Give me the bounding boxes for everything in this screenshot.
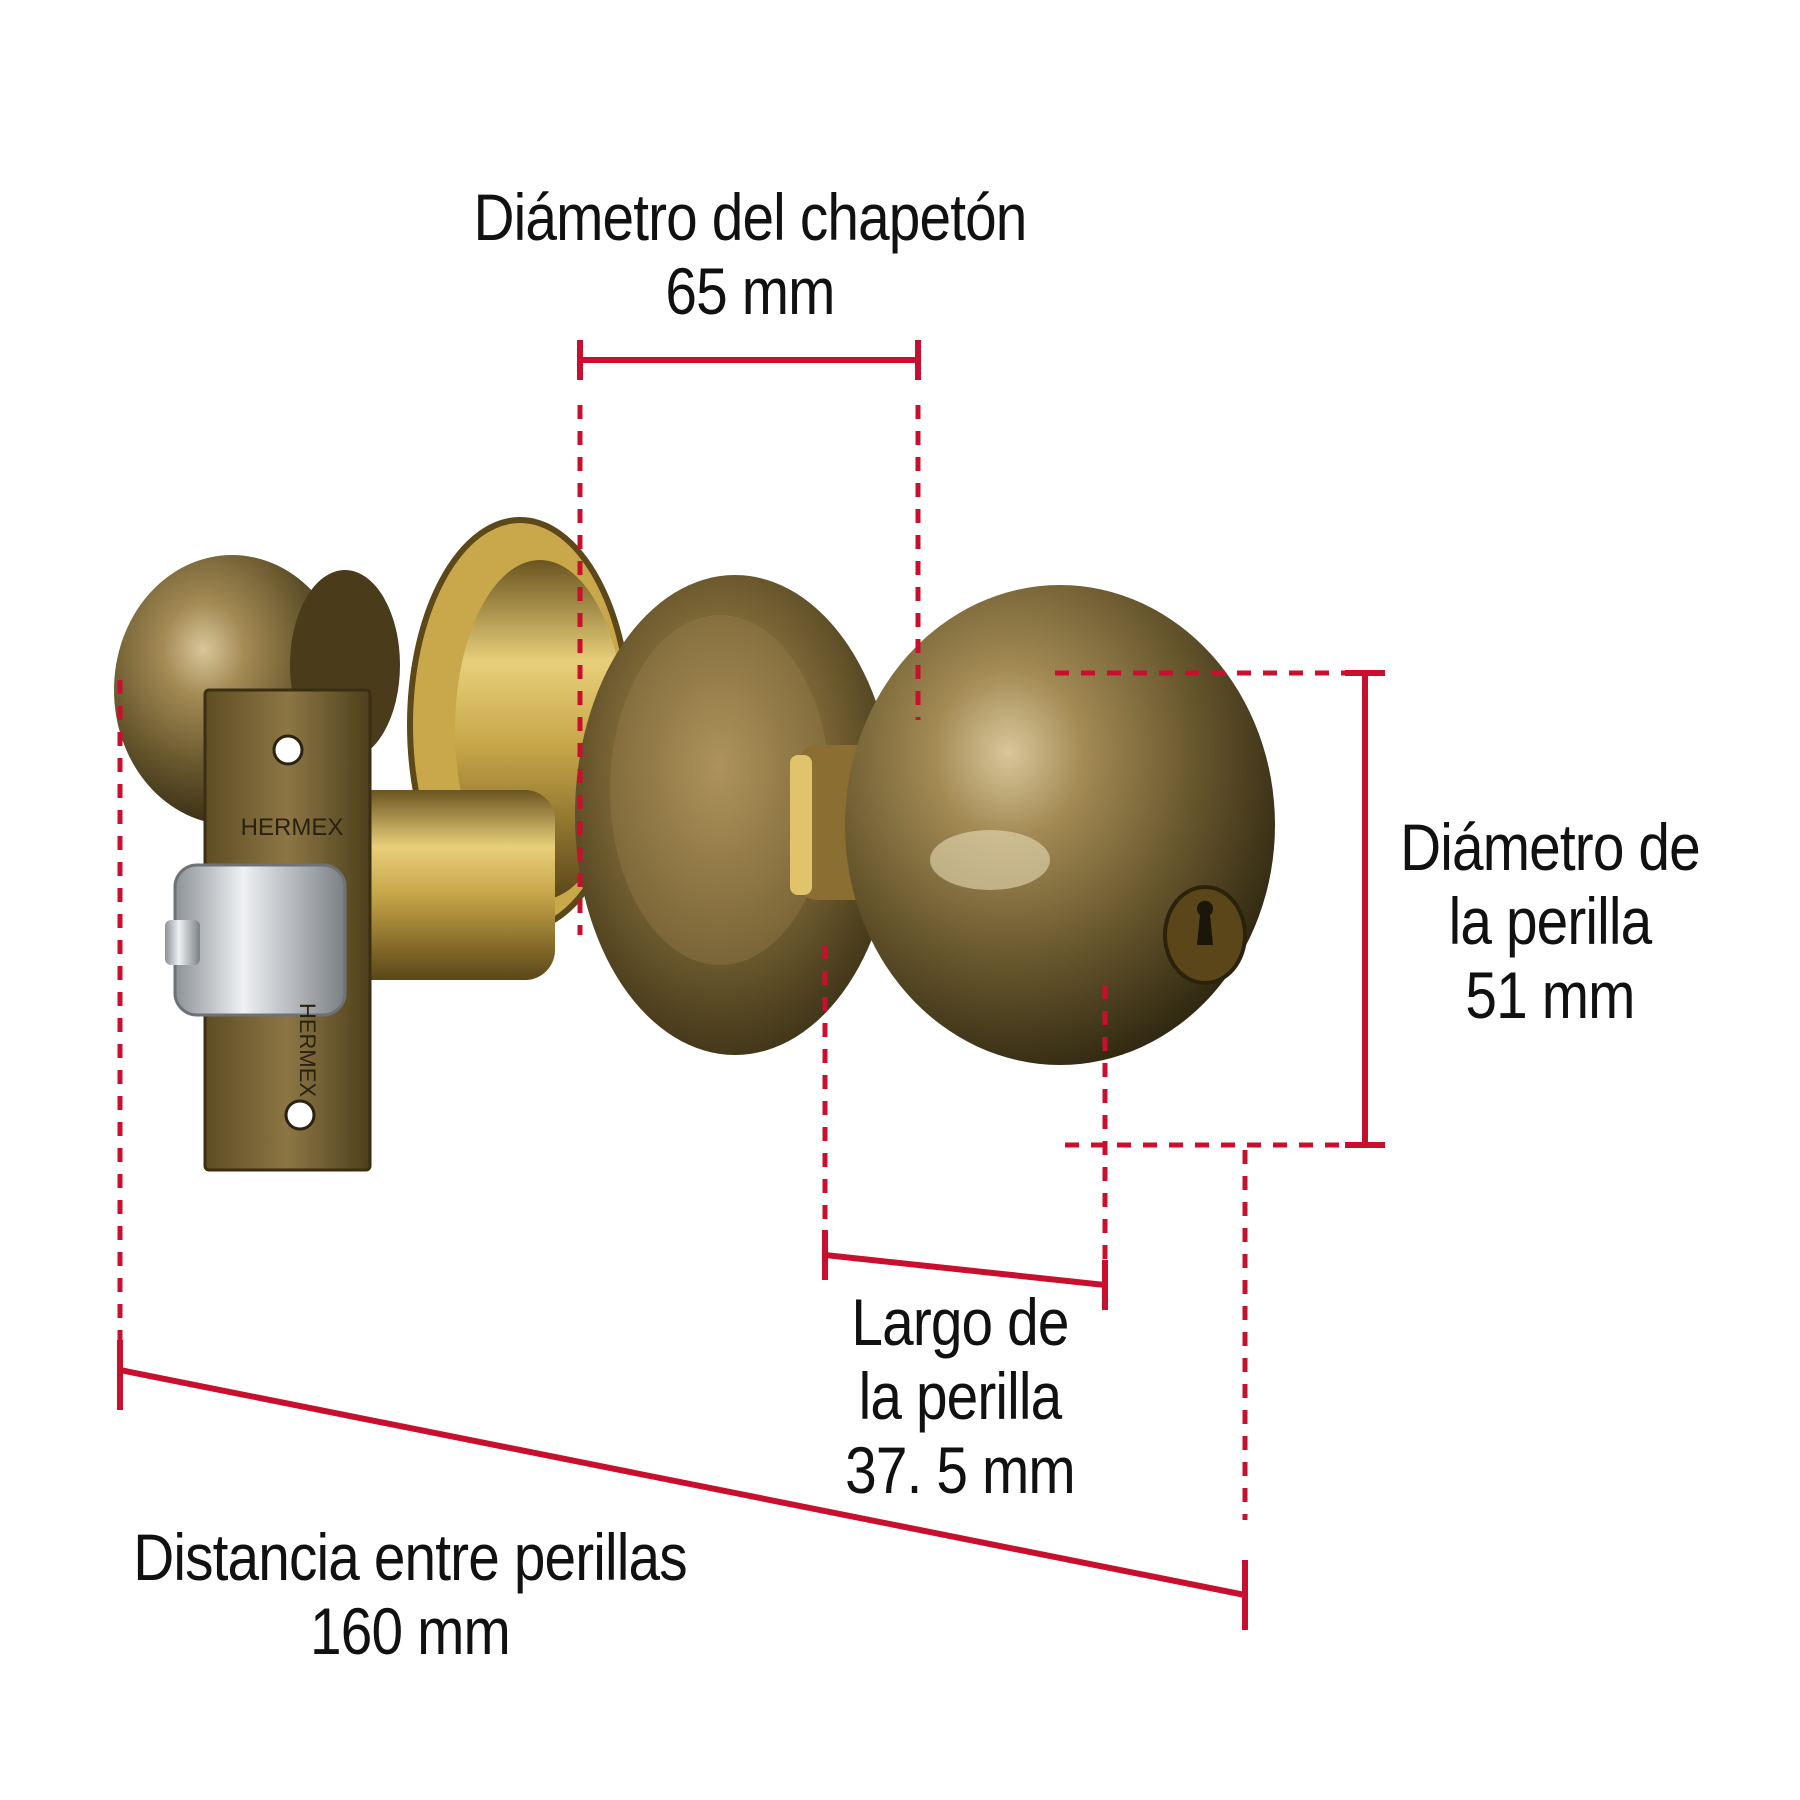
knob-length-line2: la perilla [858, 1359, 1062, 1433]
knob-diameter-line1: Diámetro de [1400, 810, 1700, 884]
keyhole-icon [1197, 901, 1213, 945]
knob-distance-value: 160 mm [310, 1594, 510, 1668]
front-knob [845, 585, 1275, 1065]
front-knob-shine [930, 830, 1050, 890]
knob-length-label [822, 1285, 1097, 1507]
knob-diameter-label [1387, 810, 1714, 1032]
faceplate-screw-hole-top [274, 736, 302, 764]
rose-diameter-title: Diámetro del chapetón [473, 180, 1027, 254]
door-knob-lock [114, 520, 1275, 1170]
knob-distance-title: Distancia entre perillas [133, 1520, 687, 1594]
latch-bolt [175, 865, 345, 1015]
knob-diameter-line2: la perilla [1448, 884, 1652, 958]
knob-length-line1: Largo de [851, 1285, 1069, 1359]
latch-plunger [165, 920, 200, 965]
front-knob-collar [790, 755, 812, 895]
faceplate-brand-bottom: HERMEX [295, 1002, 320, 1098]
faceplate-brand-top: HERMEX [240, 814, 344, 841]
rose-diameter-value: 65 mm [665, 254, 835, 328]
knob-length-value: 37. 5 mm [845, 1433, 1075, 1507]
knob-distance-label [92, 1520, 728, 1668]
rose-diameter-label [462, 180, 1038, 328]
faceplate-screw-hole-bottom [286, 1101, 314, 1129]
knob-diameter-value: 51 mm [1465, 958, 1635, 1032]
